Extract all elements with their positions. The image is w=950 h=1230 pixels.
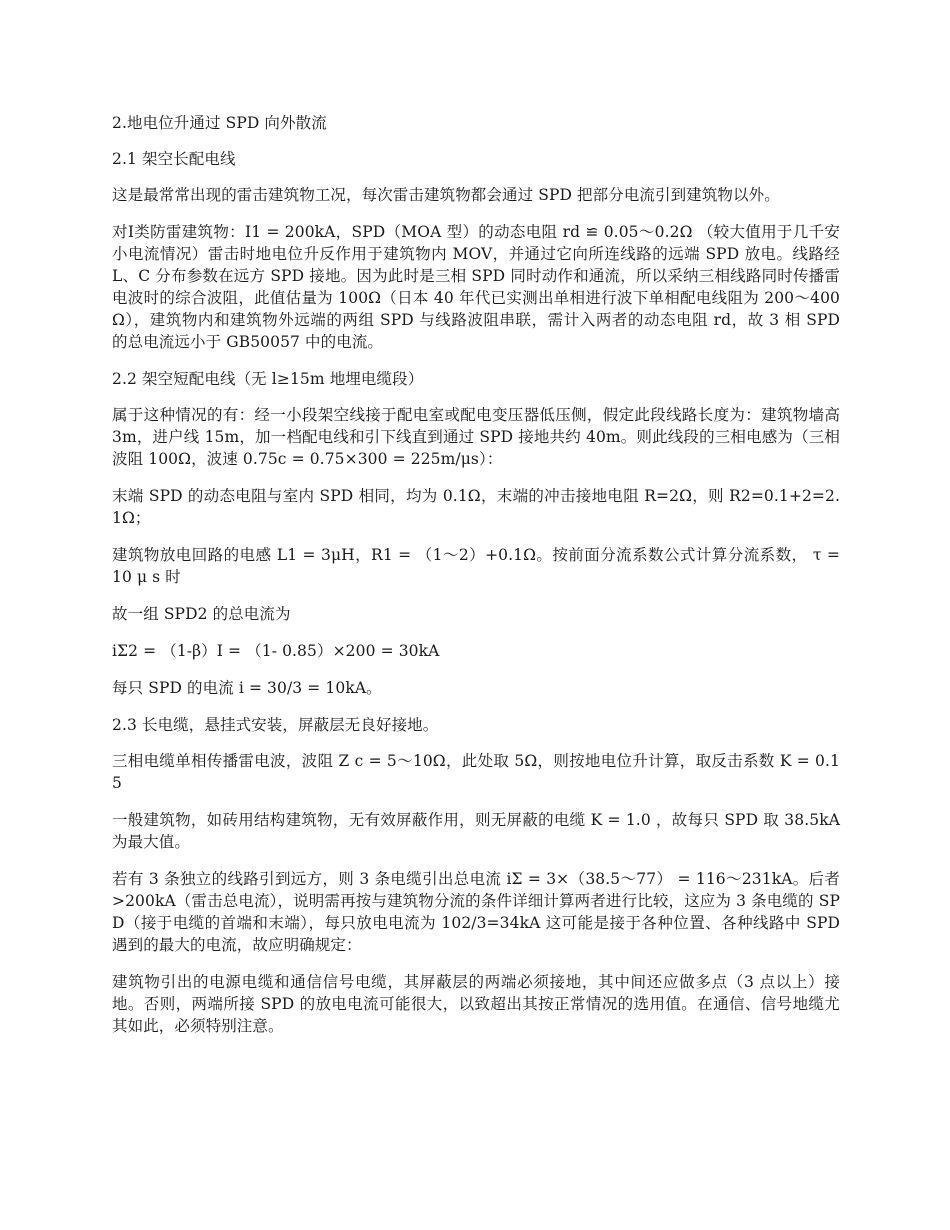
paragraph-2-1-class-one: 对Ⅰ类防雷建筑物：I1 = 200kA，SPD（MOA 型）的动态电阻 rd ≌ 0.05～0.2Ω （较大值用于几千安小电流情况）雷击时地电位升反作用于建筑物内 MOV，并通过它向所连线路的远端 SPD 放电。线路经 L、C 分布参数在远方 SPD 接地。因为此时是三相 SPD 同时动作和通流，所以采纳三相线路同时传播雷电波时的综合波阻，此值估量为 100Ω（日本 40 年代已实测出单相进行波下单相配电线阻为 200～400Ω），建筑物内和建筑物外远端的两组 SPD 与线路波阻串联，需计入两者的动态电阻 rd，故 3 相 SPD 的总电流远小于 GB50057 中的电流。 — [112, 223, 840, 351]
paragraph-2-2-case: 属于这种情况的有：经一小段架空线接于配电室或配电变压器低压侧，假定此段线路长度为：建筑物墙高 3m，进户线 15m，加一档配电线和引下线直到通过 SPD 接地共约 40m。则此线段的三相电感为（三相波阻 100Ω，波速 0.75c = 0.75×300 = 225m/μs）： — [112, 406, 840, 468]
paragraph-2-3-general: 一般建筑物，如砖用结构建筑物，无有效屏蔽作用，则无屏蔽的电缆 K = 1.0 ，故每只 SPD 取 38.5kA 为最大值。 — [112, 811, 840, 851]
section-heading-2: 2.地电位升通过 SPD 向外散流 — [112, 114, 327, 132]
subsection-heading-2-2: 2.2 架空短配电线（无 l≥15m 地埋电缆段） — [112, 370, 424, 388]
paragraph-2-3-wave: 三相电缆单相传播雷电波，波阻 Z c = 5～10Ω，此处取 5Ω，则按地电位升计算，取反击系数 K = 0.15 — [112, 752, 840, 792]
subsection-heading-2-1: 2.1 架空长配电线 — [112, 150, 236, 168]
paragraph-2-2-inductance: 建筑物放电回路的电感 L1 = 3μH，R1 = （1～2）+0.1Ω。按前面分流系数公式计算分流系数， τ = 10 μ s 时 — [112, 546, 840, 586]
paragraph-2-2-total-current-label: 故一组 SPD2 的总电流为 — [112, 605, 291, 623]
paragraph-2-1-intro: 这是最常常出现的雷击建筑物工况，每次雷击建筑物都会通过 SPD 把部分电流引到建筑物以外。 — [112, 186, 780, 204]
document-page — [112, 112, 840, 1052]
paragraph-2-3-rule: 建筑物引出的电源电缆和通信信号电缆，其屏蔽层的两端必须接地，其中间还应做多点（3 点以上）接地。否则，两端所接 SPD 的放电电流可能很大，以致超出其按正常情况的选用值。在通信、信号地缆尤其如此，必须特别注意。 — [112, 973, 840, 1035]
paragraph-2-2-end-spd: 末端 SPD 的动态电阻与室内 SPD 相同，均为 0.1Ω，末端的冲击接地电阻 R=2Ω，则 R2=0.1+2=2.1Ω； — [112, 487, 840, 527]
subsection-heading-2-3: 2.3 长电缆，悬挂式安装，屏蔽层无良好接地。 — [112, 716, 439, 734]
paragraph-2-3-three-lines: 若有 3 条独立的线路引到远方，则 3 条电缆引出总电流 iΣ = 3×（38.5～77） = 116～231kA。后者>200kA（雷击总电流），说明需再按与建筑物分流的条件详细计算两者进行比较，这应为 3 条电缆的 SPD（接于电缆的首端和末端），每只放电电流为 102/3=34kA 这可能是接于各种位置、各种线路中 SPD 遇到的最大的电流，故应明确规定： — [112, 870, 840, 954]
paragraph-2-2-per-spd: 每只 SPD 的电流 i = 30/3 = 10kA。 — [112, 679, 382, 697]
paragraph-2-2-formula: iΣ2 = （1-β）I = （1- 0.85）×200 = 30kA — [112, 642, 440, 660]
